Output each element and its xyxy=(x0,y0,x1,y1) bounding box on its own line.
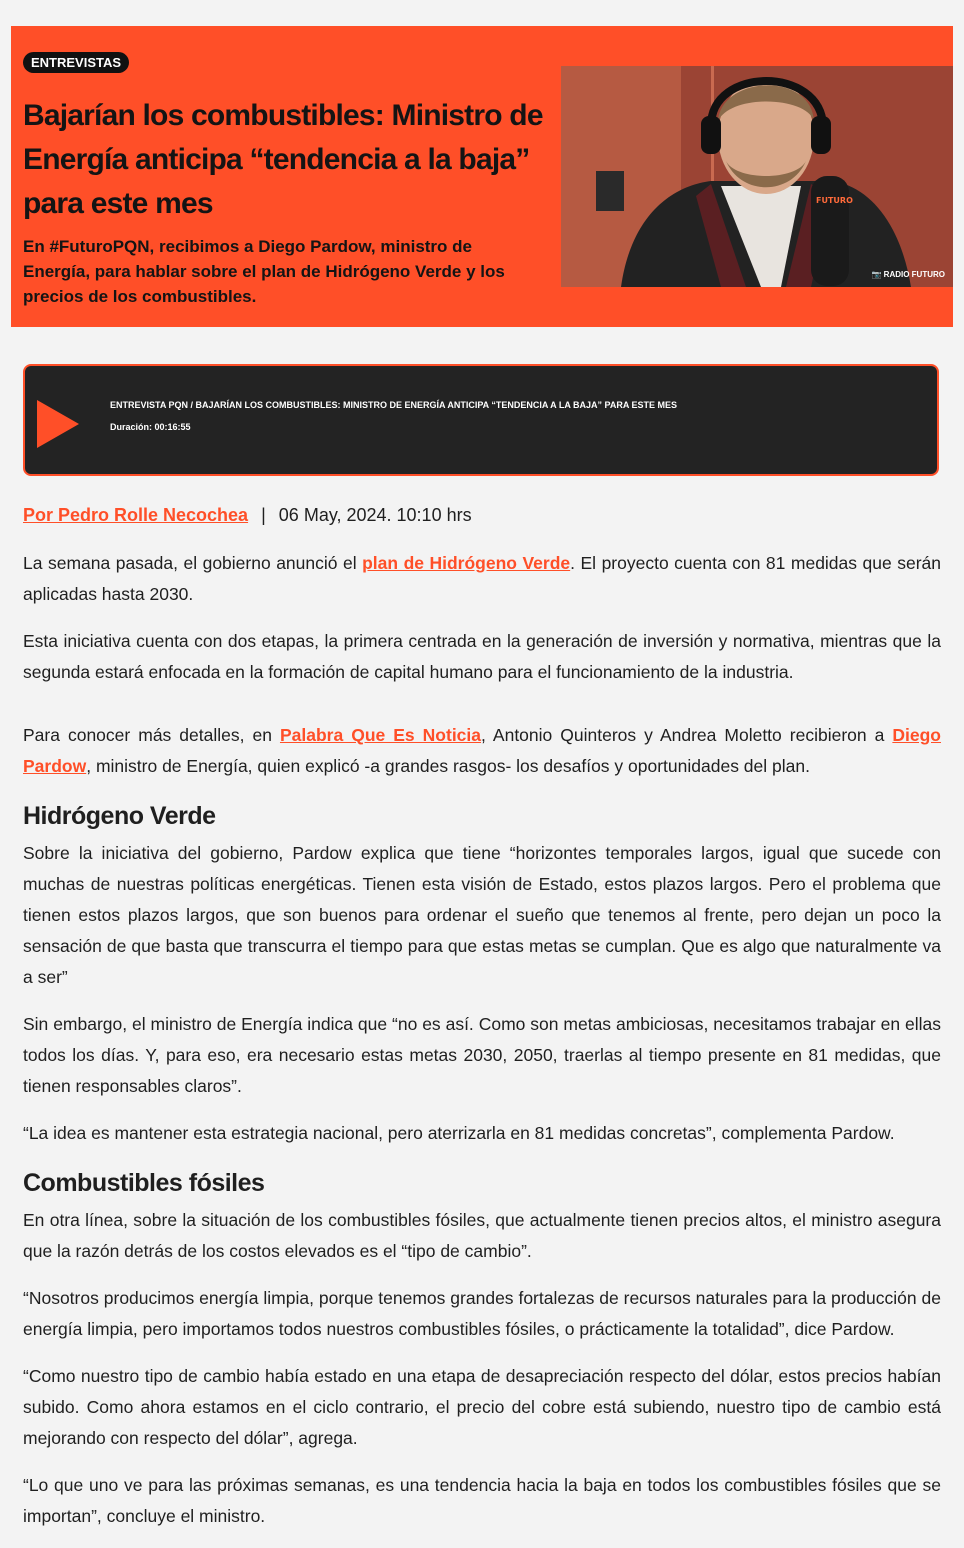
text: Para conocer más detalles, en xyxy=(23,725,280,745)
paragraph: Sin embargo, el ministro de Energía indica que “no es así. Como son metas ambiciosas, necesitamos trabajar en ellas todos los días. Y, para eso, era necesario estas metas 2030, 2050, traerlas al tiempo presente en 81 medidas, que tienen responsables claros”. xyxy=(23,1014,941,1096)
text: , ministro de Energía, quien explicó -a grandes rasgos- los desafíos y oportunidades del plan. xyxy=(86,756,810,776)
paragraph xyxy=(23,548,941,610)
pqn-program-link[interactable]: Palabra Que Es Noticia xyxy=(279,725,482,745)
paragraph: Sobre la iniciativa del gobierno, Pardow explica que tiene “horizontes temporales largos, igual que sucede con muchas de nuestras políticas energéticas. Tienen esta visión de Estado, estos plazos largos. Pero el problema que tienen estos plazos largos, que son buenos para ordenar el sueño que tenemos al frente, pero dejan un poco la sensación de que basta que transcurra el tiempo para que estas metas se cumplan. Que es algo que naturalmente va a ser” xyxy=(23,843,941,987)
text: La semana pasada, el gobierno anunció el xyxy=(23,553,363,573)
byline xyxy=(23,503,472,527)
photo-credit xyxy=(871,270,945,279)
audio-title: ENTREVISTA PQN / BAJARÍAN LOS COMBUSTIBLES: MINISTRO DE ENERGÍA ANTICIPA “TENDENCIA A LA BAJA” PARA ESTE MES xyxy=(110,400,678,410)
paragraph: En otra línea, sobre la situación de los combustibles fósiles, que actualmente tienen precios altos, el ministro asegura que la razón detrás de los costos elevados es el “tipo de cambio”. xyxy=(23,1210,941,1261)
photo-credit-label: RADIO FUTURO xyxy=(883,270,945,279)
audio-duration: Duración: 00:16:55 xyxy=(110,422,191,432)
text: , Antonio Quinteros y Andrea Moletto recibieron a xyxy=(481,725,893,745)
paragraph: “La idea es mantener esta estrategia nacional, pero aterrizarla en 81 medidas concretas”, complementa Pardow. xyxy=(23,1123,895,1143)
paragraph: Esta iniciativa cuenta con dos etapas, la primera centrada en la generación de inversión y normativa, mientras que la segunda estará enfocada en la formación de capital humano para el funcionamiento de la industria. xyxy=(23,631,941,682)
camera-icon: 📷 xyxy=(871,270,882,279)
article-subtitle: En #FuturoPQN, recibimos a Diego Pardow, ministro de Energía, para hablar sobre el plan de Hidrógeno Verde y los precios de los combustibles. xyxy=(23,237,505,306)
paragraph: “Como nuestro tipo de cambio había estado en una etapa de desapreciación respecto del dólar, estos precios habían subido. Como ahora estamos en el ciclo contrario, el precio del cobre está subiendo, nuestro tipo de cambio está mejorando con respecto del dólar”, agrega. xyxy=(23,1366,941,1448)
author-link[interactable]: Por Pedro Rolle Necochea xyxy=(23,505,249,525)
interview-photo-illustration xyxy=(561,66,953,287)
paragraph: “Nosotros producimos energía limpia, porque tenemos grandes fortalezas de recursos naturales para la producción de energía limpia, pero importamos todos nuestros combustibles fósiles, o prácticamente la totalidad”, dice Pardow. xyxy=(23,1288,941,1339)
spacer xyxy=(23,704,941,720)
paragraph: “Lo que uno ve para las próximas semanas, es una tendencia hacia la baja en todos los combustibles fósiles que se importan”, concluye el ministro. xyxy=(23,1475,941,1526)
category-badge[interactable]: ENTREVISTAS xyxy=(23,52,129,73)
byline-separator: | xyxy=(261,505,266,525)
article-body xyxy=(23,548,941,1548)
text: . El proyecto cuenta con 81 medidas que serán aplicadas hasta 2030. xyxy=(23,553,941,604)
audio-player xyxy=(23,364,939,476)
hero-banner xyxy=(11,26,953,327)
hydrogen-plan-link[interactable]: plan de Hidrógeno Verde xyxy=(362,553,571,573)
hero-photo xyxy=(561,66,953,287)
paragraph xyxy=(23,720,941,782)
mic-brand-label: FUTURO xyxy=(816,196,853,205)
play-icon[interactable] xyxy=(37,400,79,448)
section-heading-combustibles: Combustibles fósiles xyxy=(23,1169,265,1197)
article-title: Bajarían los combustibles: Ministro de Energía anticipa “tendencia a la baja” para este mes xyxy=(23,99,543,220)
section-heading-hidrogeno: Hidrógeno Verde xyxy=(23,802,216,830)
diego-pardow-link[interactable]: Diego Pardow xyxy=(23,725,941,776)
publish-date: 06 May, 2024. 10:10 hrs xyxy=(278,505,472,525)
